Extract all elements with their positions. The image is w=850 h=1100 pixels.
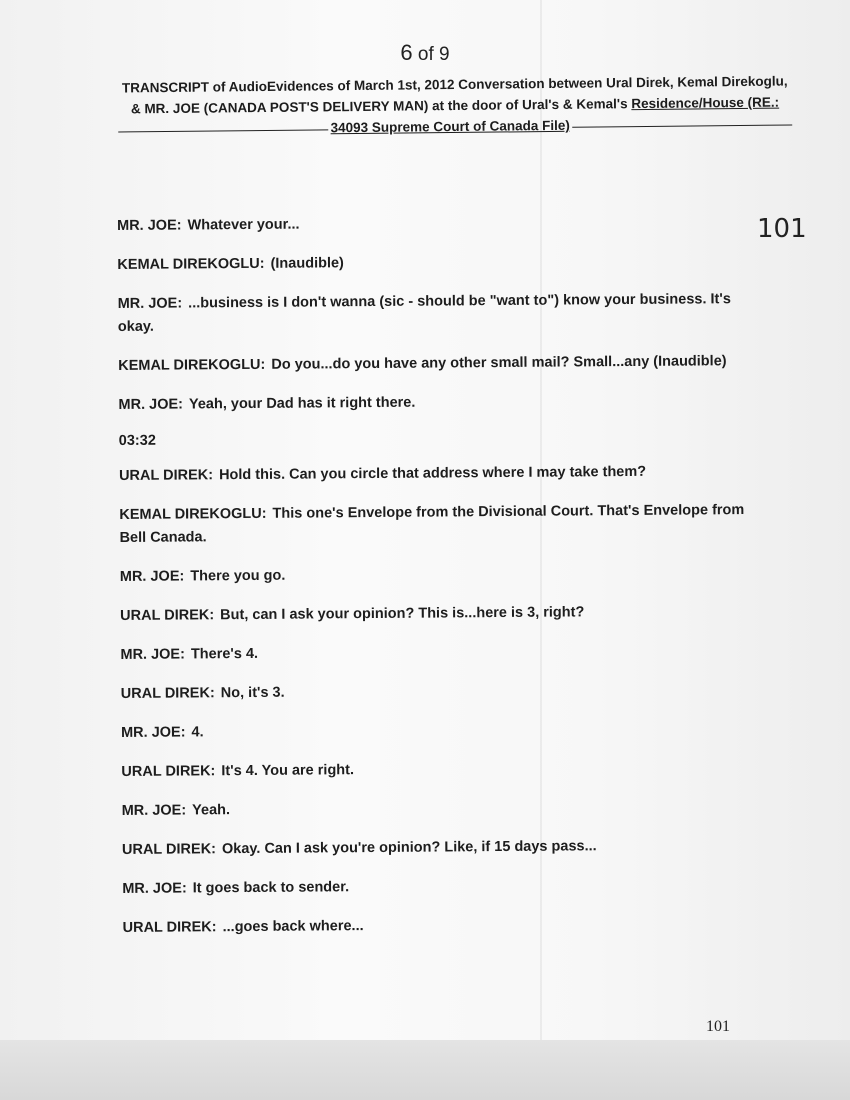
speaker-label: MR. JOE:: [119, 568, 185, 585]
timestamp: 03:32: [118, 432, 156, 449]
speaker-label: MR. JOE:: [122, 880, 187, 897]
speech-text: It goes back to sender.: [192, 879, 350, 897]
speech-text: (Inaudible): [270, 255, 344, 272]
speech-text: This one's Envelope from the Divisional Court. That's Envelope from Bell Canada.: [119, 502, 745, 546]
header-rule-right: [572, 124, 792, 127]
speaker-label: MR. JOE:: [121, 724, 186, 741]
transcript-line: [120, 639, 770, 667]
transcript-line: [121, 717, 771, 745]
speaker-label: URAL DIREK:: [122, 919, 217, 936]
speech-text: But, can I ask your opinion? This is...here is 3, right?: [220, 604, 585, 624]
transcript-line: [120, 561, 770, 589]
page-total: 9: [439, 44, 450, 65]
speaker-label: KEMAL DIREKOGLU:: [119, 505, 267, 523]
speech-text: Hold this. Can you circle that address where I may take them?: [218, 463, 647, 484]
transcript-line: [122, 834, 772, 862]
transcript-line: [121, 678, 771, 706]
header-line-2b: Residence/House (RE.:: [631, 94, 780, 112]
speaker-label: MR. JOE:: [121, 802, 187, 819]
speech-text: Yeah.: [192, 802, 231, 819]
transcript-line: [118, 389, 768, 417]
transcript-line: [121, 756, 771, 784]
transcript-line: [117, 249, 767, 277]
speech-text: Whatever your...: [187, 216, 300, 234]
speech-text: No, it's 3.: [220, 684, 285, 702]
transcript-body: [117, 210, 773, 956]
transcript-line: [122, 873, 772, 901]
speech-text: Yeah, your Dad has it right there.: [188, 394, 416, 413]
transcript-line: [119, 499, 769, 550]
header-line-2a: & MR. JOE (CANADA POST'S DELIVERY MAN) at the door of Ural's & Kemal's: [130, 96, 632, 117]
header-line-3-text: 34093 Supreme Court of Canada File): [330, 117, 570, 136]
speaker-label: URAL DIREK:: [120, 607, 215, 624]
speaker-label: MR. JOE:: [117, 295, 183, 312]
transcript-line: [118, 350, 768, 378]
transcript-line: [119, 460, 769, 488]
speaker-label: MR. JOE:: [120, 646, 185, 663]
header-rule-left: [119, 129, 329, 132]
transcript-header: [95, 70, 816, 141]
page-number: 6: [400, 40, 413, 65]
bates-number-bottom: 101: [706, 1018, 730, 1035]
speech-text: 4.: [191, 724, 204, 741]
page-count: [0, 40, 850, 66]
speech-text: Do you...do you have any other small mail? Small...any (Inaudible): [271, 353, 727, 373]
speaker-label: KEMAL DIREKOGLU:: [117, 255, 265, 273]
speaker-label: MR. JOE:: [117, 217, 182, 234]
transcript-line: [118, 288, 768, 339]
bates-number-top: 101: [757, 214, 807, 244]
transcript-line: [117, 210, 767, 238]
speech-text: There's 4.: [190, 645, 259, 663]
speaker-label: URAL DIREK:: [120, 685, 215, 702]
transcript-line: [122, 795, 772, 823]
speaker-label: URAL DIREK:: [121, 763, 216, 780]
speaker-label: URAL DIREK:: [121, 841, 217, 858]
page-of: of: [417, 44, 434, 65]
header-line-1: TRANSCRIPT of AudioEvidences of March 1st, 2012 Conversation between Ural Direk, Kemal Direkoglu,: [121, 73, 788, 96]
speaker-label: URAL DIREK:: [118, 467, 214, 484]
speaker-label: MR. JOE:: [118, 396, 184, 413]
transcript-line: [120, 600, 770, 628]
page-bottom-edge: [0, 1040, 850, 1100]
speaker-label: KEMAL DIREKOGLU:: [118, 356, 266, 374]
speech-text: It's 4. You are right.: [221, 762, 355, 780]
speech-text: ...goes back where...: [222, 918, 364, 936]
speech-text: ...business is I don't wanna (sic - should be "want to") know your business. It's okay.: [117, 291, 731, 335]
speech-text: Okay. Can I ask you're opinion? Like, if 15 days pass...: [221, 838, 597, 858]
speech-text: There you go.: [190, 567, 286, 585]
transcript-line: [123, 912, 773, 940]
